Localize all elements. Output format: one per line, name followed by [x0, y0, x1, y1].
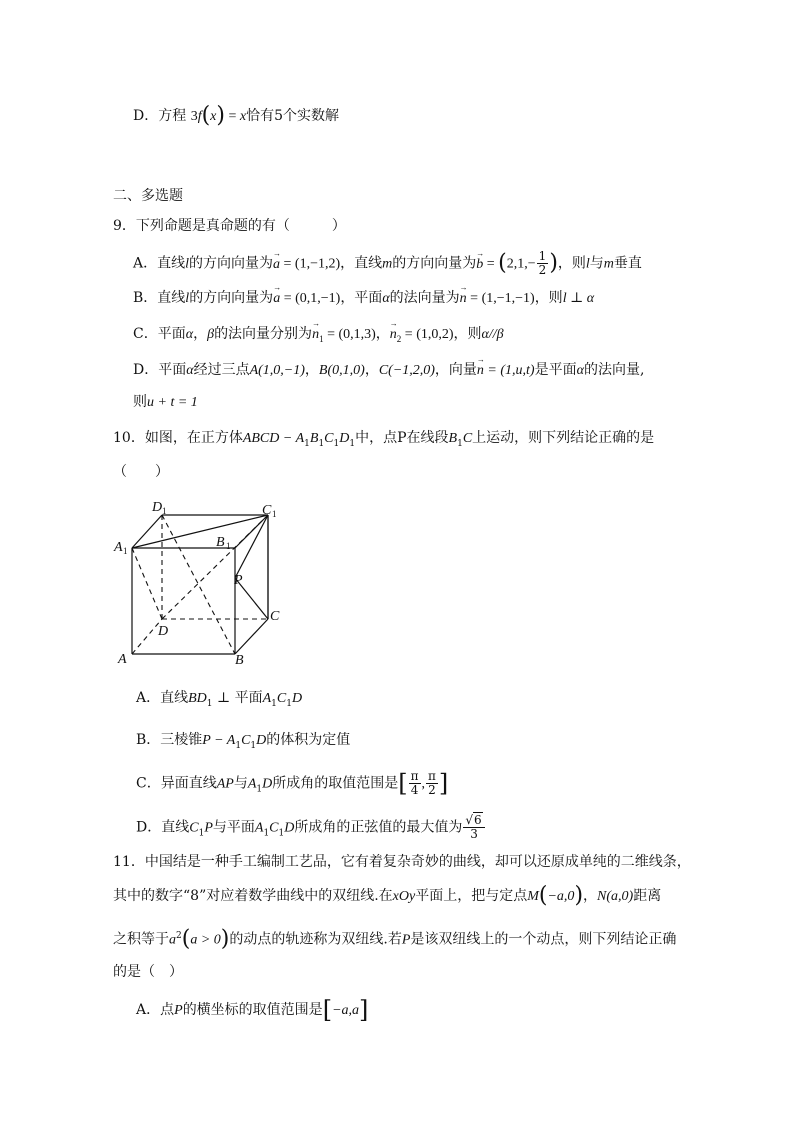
- label-C: C: [270, 609, 280, 624]
- q11-option-a: A．点P的横坐标的取值范围是[−a,a]: [136, 996, 369, 1024]
- q9-option-b: B．直线l的方向向量为→ a = (0,1,−1)，平面α的法向量为→ n = (1,−1,−1)，则l ⊥ α: [133, 288, 594, 309]
- q10-paren: （ ）: [113, 464, 169, 480]
- label-A: A: [118, 652, 127, 667]
- q9-option-d: D．平面α经过三点A(1,0,−1)，B(0,1,0)，C(−1,2,0)，向量→ n = (1,u,t)是平面α的法向量,: [133, 360, 644, 381]
- q11-line1: 11．中国结是一种手工编制工艺品，它有着复杂奇妙的曲线，却可以还原成单纯的二维线条，: [113, 854, 691, 870]
- svg-text:1: 1: [123, 546, 128, 556]
- q11-line2: 其中的数字“8”对应着数学曲线中的双纽线.在xOy平面上，把与定点M(−a,0)，N(a,0)距离: [113, 883, 662, 908]
- q9-option-d-cont: 则u + t = 1: [133, 394, 198, 410]
- svg-text:1: 1: [272, 509, 277, 519]
- q8-option-d: D．方程 3f(x) = x恰有5个实数解: [133, 103, 340, 128]
- label-D1: D: [152, 500, 163, 515]
- label-D: D: [158, 624, 169, 639]
- label-C1: C: [262, 503, 272, 518]
- q9-option-a: A．直线l的方向向量为→ a = (1,−1,2)，直线m的方向向量为→ b = (2,1,− $\frac{1}{2}$ )，则l与m垂直: [133, 250, 642, 277]
- svg-text:1: 1: [226, 541, 231, 551]
- svg-text:1: 1: [162, 506, 167, 516]
- q11-line3: 之积等于$a^2(a > 0)$的动点的轨迹称为双纽线.若P是该双纽线上的一个动点，则下列结论正确: [113, 926, 677, 952]
- q9-option-c: C．平面α，β的法向量分别为→ $n_1 = (0,1,3)$，→ $n_2 = (1,0,2)$，则α//β: [133, 324, 504, 349]
- q10-option-a: A．直线$BD_1$ ⊥ 平面$A_1C_1D$: [136, 690, 303, 709]
- label-B1: B: [216, 535, 225, 550]
- label-A1: A: [114, 540, 123, 555]
- q10-option-b: B．三棱锥$P - A_1C_1D$的体积为定值: [136, 732, 351, 751]
- cube-figure: [110, 498, 290, 668]
- q10-option-d: D．直线$C_1P$与平面$A_1C_1D$所成角的正弦值的最大值为 $\frac{√6}{3}$: [136, 814, 486, 843]
- q11-line4: 的是（ ）: [113, 964, 183, 980]
- section-title: 二、多选题: [113, 188, 183, 204]
- label-P: P: [234, 573, 243, 588]
- q9-stem: 9．下列命题是真命题的有（ ）: [113, 218, 346, 234]
- label-B: B: [235, 653, 244, 668]
- q10-option-c: C．异面直线AP与$A_1D$所成角的取值范围是[ $\frac{\pi}{4}$ , $\frac{\pi}{2}$ ]: [136, 769, 449, 798]
- q10-stem: 10．如图，在正方体ABCD − $A_1B_1C_1D_1$中，点P在线段$B_1C$上运动，则下列结论正确的是: [113, 430, 655, 449]
